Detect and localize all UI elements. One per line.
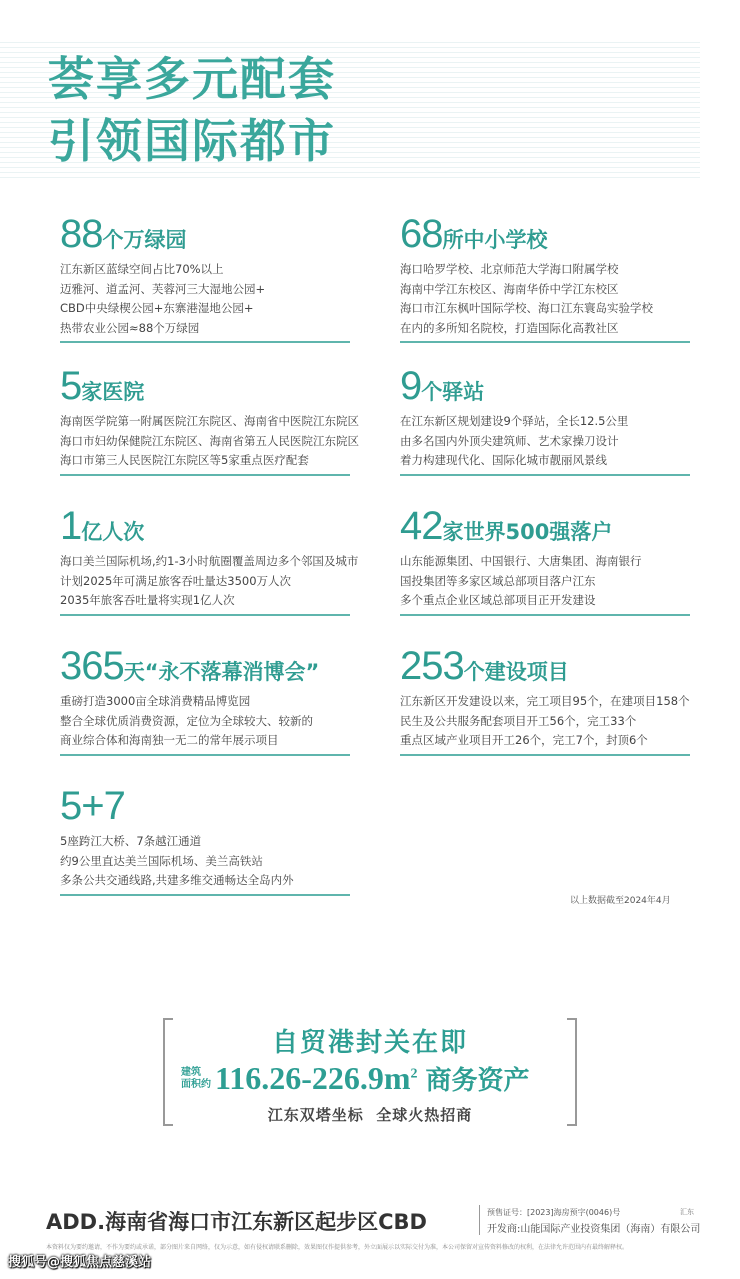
feature-line: 江东新区蓝绿空间占比70%以上 xyxy=(60,262,224,276)
promo-area xyxy=(181,1060,530,1097)
feature-unit: 家医院 xyxy=(81,380,145,404)
feature-number: 253 xyxy=(400,644,464,688)
feature-parks xyxy=(60,210,362,343)
area-prefix-line: 面积约 xyxy=(181,1078,211,1090)
mini-logo: 汇东 xyxy=(680,1208,694,1216)
feature-passengers xyxy=(60,502,362,616)
feature-hospitals xyxy=(60,362,362,476)
feature-description xyxy=(400,692,702,751)
feature-line: 海口市第三人民医院江东院区等5家重点医疗配套 xyxy=(60,453,309,467)
disclaimer: 本资料仅为要约邀请，不作为要约或承诺，部分图片来自网络，仅为示意，如有侵权请联系删除，效果图仅作提供参考，外立面展示以实际交付为准，本公司保留对宣传资料修改的权利，在法律允许范围内有最终解释权。 xyxy=(46,1244,629,1251)
feature-line: 迈雅河、道孟河、芙蓉河三大湿地公园+ xyxy=(60,281,266,296)
feature-line: 由多名国内外顶尖建筑师、艺术家操刀设计 xyxy=(400,433,619,448)
project-address: ADD.海南省海口市江东新区起步区CBD xyxy=(46,1210,427,1234)
feature-line: 多个重点企业区域总部项目正开发建设 xyxy=(400,593,596,607)
feature-line: 海口美兰国际机场,约1-3小时航圈覆盖周边多个邻国及城市 xyxy=(60,554,359,568)
feature-line: 整合全球优质消费资源，定位为全球较大、较新的 xyxy=(60,713,313,728)
feature-unit: 所中小学校 xyxy=(442,228,548,252)
feature-line: 2035年旅客吞吐量将实现1亿人次 xyxy=(60,593,235,607)
feature-line: 山东能源集团、中国银行、大唐集团、海南银行 xyxy=(400,554,642,568)
feature-line: 着力构建现代化、国际化城市靓丽风景线 xyxy=(400,453,607,467)
feature-line: CBD中央绿楔公园+东寨港湿地公园+ xyxy=(60,301,254,315)
feature-description xyxy=(60,260,362,338)
presale-permit: 预售证号：[2023]海房预字(0046)号 xyxy=(487,1208,621,1217)
feature-line: 5座跨江大桥、7条越江通道 xyxy=(60,834,202,848)
divider xyxy=(400,754,690,756)
watermark: 搜狐号@搜狐焦点慈溪站 xyxy=(8,1255,152,1270)
feature-line: 重磅打造3000亩全球消费精品博览园 xyxy=(60,694,251,708)
promo-subtitle: 江东双塔坐标 全球火热招商 xyxy=(267,1106,473,1124)
feature-line: 约9公里直达美兰国际机场、美兰高铁站 xyxy=(60,853,263,868)
area-value xyxy=(215,1060,418,1097)
feature-line: 海口哈罗学校、北京师范大学海口附属学校 xyxy=(400,262,619,276)
feature-unit: 个驿站 xyxy=(421,380,485,404)
divider xyxy=(60,474,350,476)
page-title-line-1: 荟享多元配套 xyxy=(48,52,336,106)
feature-number: 1 xyxy=(60,504,82,548)
feature-unit: 亿人次 xyxy=(81,520,145,544)
promo-box xyxy=(163,1018,577,1126)
area-suffix: 商务资产 xyxy=(425,1066,530,1096)
feature-expo xyxy=(60,642,362,756)
divider xyxy=(400,341,690,343)
feature-line: 海南医学院第一附属医院江东院区、海南省中医院江东院区 xyxy=(60,414,359,428)
feature-line: 多条公共交通线路,共建多维交通畅达全岛内外 xyxy=(60,873,294,887)
area-prefix-line: 建筑 xyxy=(181,1066,201,1078)
divider xyxy=(400,614,690,616)
feature-number: 5 xyxy=(60,364,82,408)
feature-unit: 家世界500强落户 xyxy=(442,520,613,544)
feature-line: 国投集团等多家区域总部项目落户江东 xyxy=(400,573,596,588)
data-date-note: 以上数据截至2024年4月 xyxy=(570,896,671,906)
feature-description xyxy=(60,552,362,611)
area-number: 116.26-226.9m xyxy=(215,1060,411,1096)
feature-description xyxy=(60,412,362,471)
feature-description xyxy=(60,692,362,751)
feature-description xyxy=(400,552,702,611)
feature-number: 365 xyxy=(60,644,124,688)
feature-number: 88 xyxy=(60,212,103,256)
feature-line: 江东新区开发建设以来，完工项目95个，在建项目158个 xyxy=(400,694,690,708)
page-title-line-2: 引领国际都市 xyxy=(48,114,336,168)
developer-name: 开发商:山能国际产业投资集团（海南）有限公司 xyxy=(487,1224,701,1235)
feature-number: 9 xyxy=(400,364,422,408)
area-prefix xyxy=(181,1067,211,1091)
feature-number: 42 xyxy=(400,504,443,548)
feature-transport xyxy=(60,782,362,896)
feature-number: 5+7 xyxy=(60,784,125,828)
divider xyxy=(60,341,350,343)
feature-unit: 天“永不落幕消博会” xyxy=(123,660,320,684)
feature-fortune500 xyxy=(400,502,702,616)
footer-divider xyxy=(479,1205,480,1235)
feature-line: 重点区域产业项目开工26个，完工7个，封顶6个 xyxy=(400,733,648,747)
feature-schools xyxy=(400,210,702,343)
feature-stations xyxy=(400,362,702,476)
feature-description xyxy=(400,412,702,471)
divider xyxy=(60,614,350,616)
feature-line: 民生及公共服务配套项目开工56个，完工33个 xyxy=(400,713,637,728)
feature-line: 热带农业公园≈88个万绿园 xyxy=(60,320,200,335)
feature-line: 计划2025年可满足旅客吞吐量达3500万人次 xyxy=(60,573,292,588)
divider xyxy=(400,474,690,476)
feature-line: 海口市妇幼保健院江东院区、海南省第五人民医院江东院区 xyxy=(60,433,359,448)
feature-projects xyxy=(400,642,702,756)
feature-unit: 个万绿园 xyxy=(102,228,187,252)
feature-number: 68 xyxy=(400,212,443,256)
feature-unit: 个建设项目 xyxy=(463,660,569,684)
feature-description xyxy=(400,260,702,338)
area-superscript: 2 xyxy=(410,1066,418,1082)
feature-description xyxy=(60,832,362,891)
divider xyxy=(60,894,350,896)
divider xyxy=(60,754,350,756)
feature-line: 在内的多所知名院校，打造国际化高教社区 xyxy=(400,320,619,335)
feature-line: 在江东新区规划建设9个驿站，全长12.5公里 xyxy=(400,414,629,428)
feature-line: 海口市江东枫叶国际学校、海口江东寰岛实验学校 xyxy=(400,301,653,315)
feature-line: 商业综合体和海南独一无二的常年展示项目 xyxy=(60,733,279,747)
feature-line: 海南中学江东校区、海南华侨中学江东校区 xyxy=(400,281,619,296)
promo-title: 自贸港封关在即 xyxy=(271,1028,468,1058)
